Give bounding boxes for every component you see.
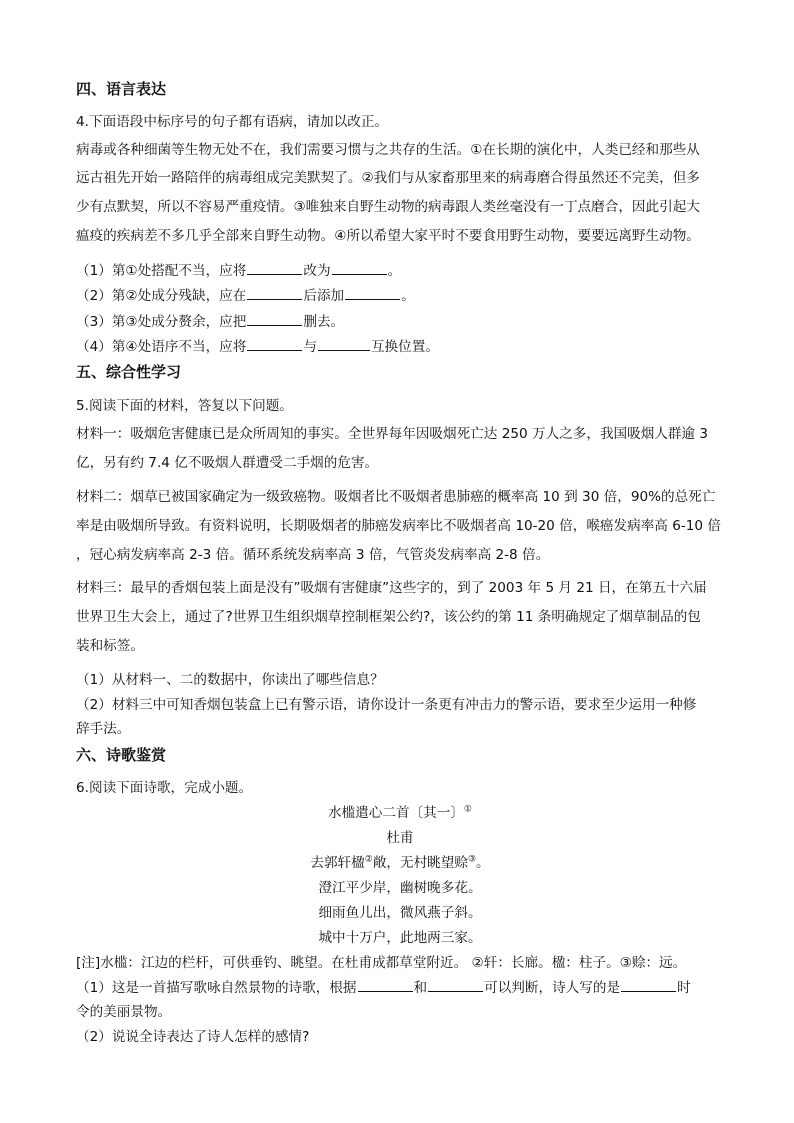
answer-blank[interactable]: [318, 336, 370, 351]
question-6: 6.阅读下面诗歌，完成小题。: [76, 780, 253, 796]
material-line: 率是由吸烟所导致。有资料说明，长期吸烟者的肺癌发病率比不吸烟者高 10-20 倍，喉癌发病率高 6-10 倍: [76, 518, 721, 534]
sub-question-4-2: （2）第②处成分残缺，应在 后添加 。: [76, 285, 724, 306]
poem-note: [注]水槛：江边的栏杆，可供垂钓、眺望。在杜甫成都草堂附近。 ②轩：长廊。楹：柱子。③赊：远。: [76, 955, 687, 971]
answer-blank[interactable]: [345, 285, 400, 300]
question-5: 5.阅读下面的材料，答复以下问题。: [76, 398, 293, 414]
passage-line-4: 瘟疫的疾病差不多几乎全部来自野生动物。④所以希望大家平时不要食用野生动物，要要远离野生动物。: [76, 228, 700, 244]
poem-verse-3: 细雨鱼儿出，微风燕子斜。: [318, 905, 482, 921]
passage-line-3: 少有点默契，所以不容易严重疫情。③唯独来自野生动物的病毒跟人类丝毫没有一丁点磨合，因此引起大: [76, 199, 700, 215]
sub-question-6-1-cont: 令的美丽景物。: [76, 1004, 172, 1020]
poem-verse-1: 去郭轩楹②敞，无村眺望赊③。: [310, 854, 490, 871]
poem-author: 杜甫: [386, 830, 414, 846]
poem-verse-4: 城中十万户，此地两三家。: [318, 930, 482, 946]
answer-blank[interactable]: [247, 260, 302, 275]
section-heading-5: 五、综合性学习: [76, 363, 182, 381]
answer-blank[interactable]: [332, 260, 387, 275]
sub-question-4-4: （4）第④处语序不当，应将 与 互换位置。: [76, 336, 724, 357]
sub-question-5-2-cont: 辞手法。: [76, 721, 131, 737]
sub-question-6-1: （1）这是一首描写歌咏自然景物的诗歌，根据 和 可以判断，诗人写的是 时: [76, 977, 724, 998]
material-line: 亿，另有约 7.4 亿不吸烟人群遭受二手烟的危害。: [76, 455, 379, 471]
answer-blank[interactable]: [247, 311, 302, 326]
sub-question-5-2: （2）材料三中可知香烟包装盒上已有警示语，请你设计一条更有冲击力的警示语，要求至少运用一种修: [76, 697, 697, 713]
answer-blank[interactable]: [247, 336, 302, 351]
question-4: 4.下面语段中标序号的句子都有语病，请加以改正。: [76, 114, 389, 130]
passage-line-1: 病毒或各种细菌等生物无处不在，我们需要习惯与之共存的生活。①在长期的演化中，人类已经和那些从: [76, 142, 700, 158]
material-line: ，冠心病发病率高 2-3 倍。循环系统发病率高 3 倍，气管炎发病率高 2-8 倍。: [76, 547, 550, 563]
material-line: 装和标签。: [76, 638, 144, 654]
section-heading-4: 四、语言表达: [76, 80, 167, 98]
poem-verse-2: 澄江平少岸，幽树晚多花。: [318, 880, 482, 896]
material-line: 材料三：最早的香烟包装上面是没有”吸烟有害健康”这些字的，到了 2003 年 5 月 21 日，在第五十六届: [76, 580, 707, 596]
answer-blank[interactable]: [358, 977, 413, 992]
poem-title: 水槛遣心二首〔其一〕①: [327, 804, 472, 821]
sub-question-4-3: （3）第③处成分赘余，应把 删去。: [76, 311, 724, 332]
answer-blank[interactable]: [247, 285, 302, 300]
material-line: 材料二：烟草已被国家确定为一级致癌物。吸烟者比不吸烟者患肺癌的概率高 10 到 30 倍，90%的总死亡: [76, 489, 716, 505]
material-line: 材料一：吸烟危害健康已是众所周知的事实。全世界每年因吸烟死亡达 250 万人之多，我国吸烟人群逾 3: [76, 426, 709, 442]
passage-line-2: 远古祖先开始一路陪伴的病毒组成完美默契了。②我们与从家畜那里来的病毒磨合得虽然还不完美，但多: [76, 170, 700, 186]
answer-blank[interactable]: [428, 977, 483, 992]
sub-question-4-1: （1）第①处搭配不当，应将 改为 。: [76, 260, 724, 281]
material-line: 世界卫生大会上，通过了?世界卫生组织烟草控制框架公约?，该公约的第 11 条明确规定了烟草制品的包: [76, 609, 701, 625]
sub-question-6-2: （2）说说全诗表达了诗人怎样的感情?: [76, 1029, 310, 1045]
sub-question-5-1: （1）从材料一、二的数据中，你读出了哪些信息？: [76, 672, 384, 688]
section-heading-6: 六、诗歌鉴赏: [76, 746, 167, 764]
answer-blank[interactable]: [621, 977, 676, 992]
